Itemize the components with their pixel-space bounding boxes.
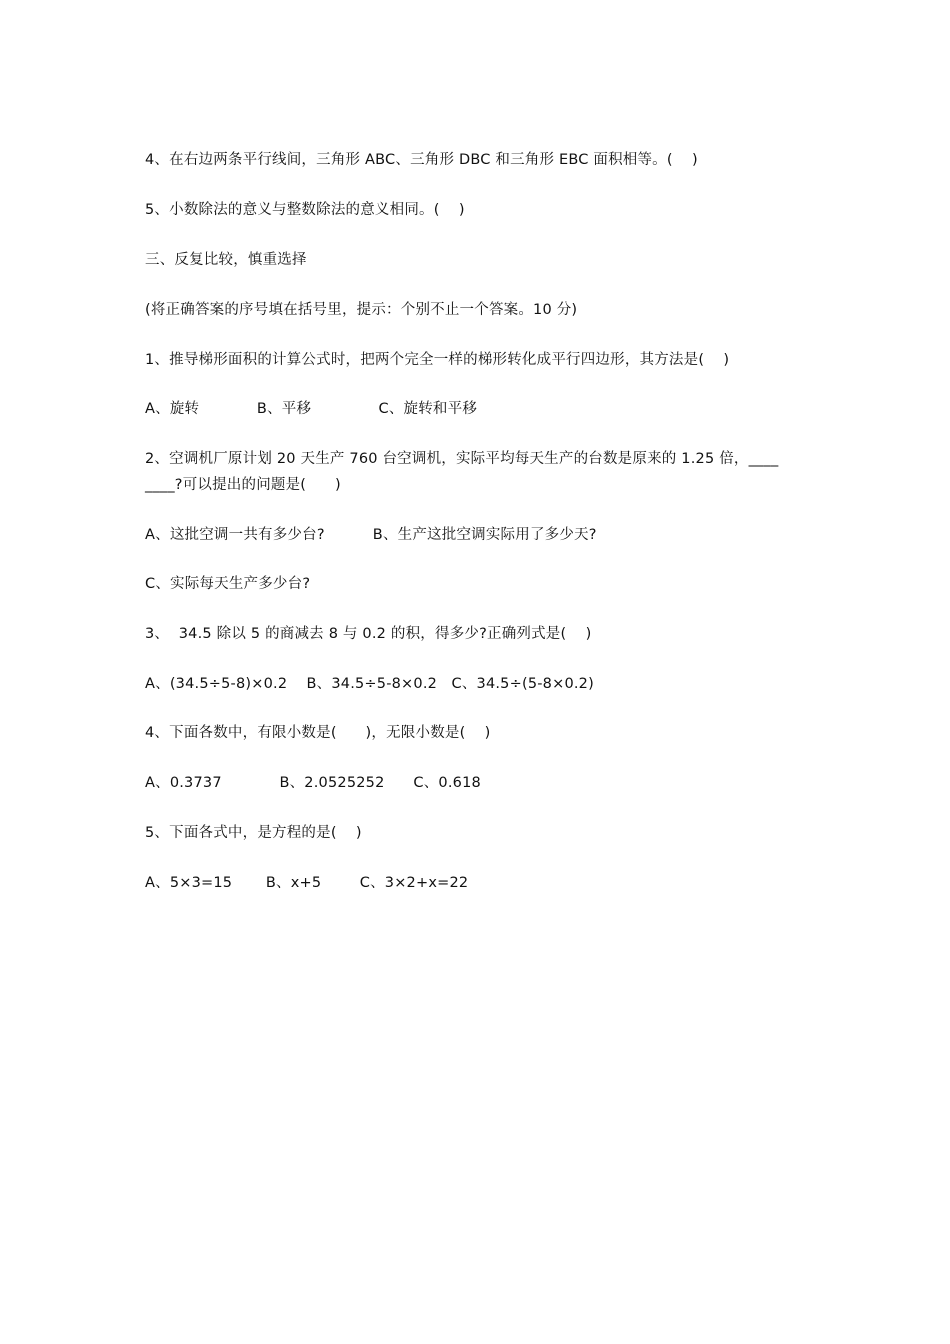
choice-question-5: 5、下面各式中，是方程的是( ) <box>145 825 362 841</box>
choice-question-4: 4、下面各数中，有限小数是( )，无限小数是( ) <box>145 725 491 741</box>
true-false-item-5: 5、小数除法的意义与整数除法的意义相同。( ) <box>145 202 465 218</box>
choice-question-2-option-c: C、实际每天生产多少台? <box>145 576 311 592</box>
choice-question-2-options-ab: A、这批空调一共有多少台? B、生产这批空调实际用了多少天? <box>145 527 597 543</box>
choice-question-2-continued: ____?可以提出的问题是( ) <box>145 477 341 493</box>
choice-question-3: 3、 34.5 除以 5 的商减去 8 与 0.2 的积，得多少?正确列式是( ) <box>145 626 592 642</box>
choice-question-1-options: A、旋转 B、平移 C、旋转和平移 <box>145 401 478 417</box>
choice-question-4-options: A、0.3737 B、2.0525252 C、0.618 <box>145 775 481 791</box>
choice-question-3-options: A、(34.5÷5-8)×0.2 B、34.5÷5-8×0.2 C、34.5÷(5-8×0.2) <box>145 676 594 692</box>
section-instructions: (将正确答案的序号填在括号里，提示：个别不止一个答案。10 分) <box>145 302 578 318</box>
choice-question-1: 1、推导梯形面积的计算公式时，把两个完全一样的梯形转化成平行四边形，其方法是( ) <box>145 352 730 368</box>
true-false-item-4: 4、在右边两条平行线间，三角形 ABC、三角形 DBC 和三角形 EBC 面积相等。( ) <box>145 152 698 168</box>
choice-question-5-options: A、5×3=15 B、x+5 C、3×2+x=22 <box>145 875 469 891</box>
section-heading-choice: 三、反复比较，慎重选择 <box>145 252 307 268</box>
choice-question-2: 2、空调机厂原计划 20 天生产 760 台空调机，实际平均每天生产的台数是原来的 1.25 倍，____ <box>145 451 779 467</box>
